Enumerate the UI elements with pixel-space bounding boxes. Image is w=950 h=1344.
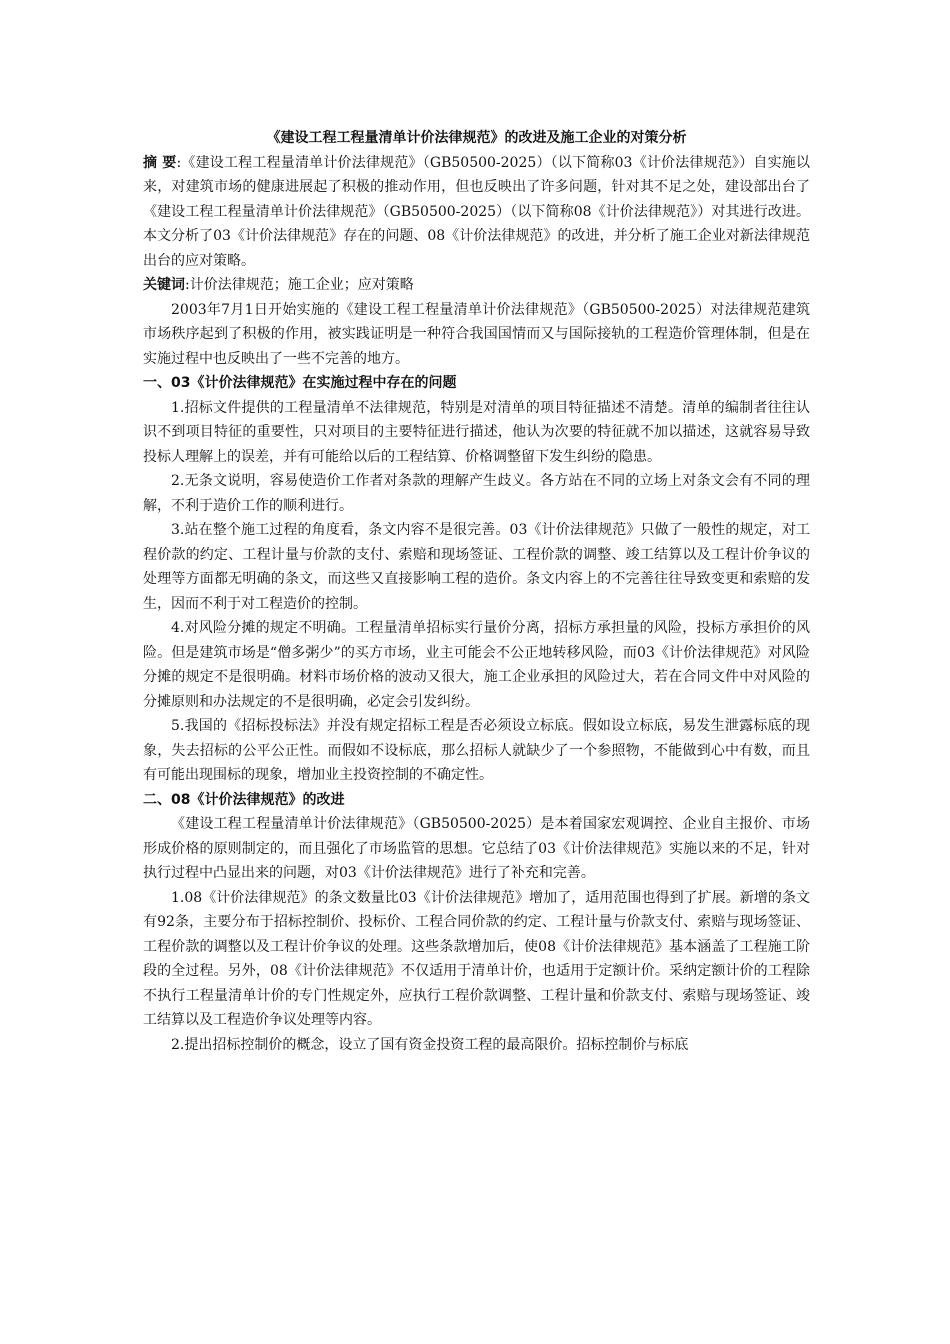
abstract-label: 摘 要 [143,154,177,171]
section1-item: 1.招标文件提供的工程量清单不法律规范，特别是对清单的项目特征描述不清楚。清单的编制者往往认识不到项目特征的重要性，只对项目的主要特征进行描述，他认为次要的特征就不加以描述，这就容易导致投标人理解上的误差，并有可能给以后的工程结算、价格调整留下发生纠纷的隐患。 [143,399,810,465]
keywords-paragraph [143,273,810,298]
section2-item: 1.08《计价法律规范》的条文数量比03《计价法律规范》增加了，适用范围也得到了扩展。新增的条文有92条，主要分布于招标控制价、投标价、工程合同价款的约定、工程计量与价款支付、索赔与现场签证、工程价款的调整以及工程计价争议的处理。这些条款增加后，使08《计价法律规范》基本涵盖了工程施工阶段的全过程。另外，08《计价法律规范》不仅适用于清单计价，也适用于定额计价。采纳定额计价的工程除不执行工程量清单计价的专门性规定外，应执行工程价款调整、工程计量和价款支付、索赔与现场签证、竣工结算以及工程造价争议处理等内容。 [143,889,810,1028]
section1-item: 3.站在整个施工过程的角度看，条文内容不是很完善。03《计价法律规范》只做了一般性的规定，对工程价款的约定、工程计量与价款的支付、索赔和现场签证、工程价款的调整、竣工结算以及工程计价争议的处理等方面都无明确的条文，而这些又直接影响工程的造价。条文内容上的不完善往往导致变更和索赔的发生，因而不利于对工程造价的控制。 [143,522,810,612]
section1-item: 5.我国的《招标投标法》并没有规定招标工程是否必须设立标底。假如设立标底，易发生泄露标底的现象，失去招标的公平公正性。而假如不设标底，那么招标人就缺少了一个参照物，不能做到心中有数，而且有可能出现围标的现象，增加业主投资控制的不确定性。 [143,718,810,783]
document-page [143,126,810,1057]
keywords-text: :计价法律规范；施工企业；应对策略 [185,277,414,293]
keywords-label: 关键词 [143,277,185,293]
section2-intro: 《建设工程工程量清单计价法律规范》（GB50500-2025）是本着国家宏观调控、企业自主报价、市场形成价格的原则制定的，而且强化了市场监管的思想。它总结了03《计价法律规范》实施以来的不足，针对执行过程中凸显出来的问题，对03《计价法律规范》进行了补充和完善。 [143,816,810,881]
document-title: 《建设工程工程量清单计价法律规范》的改进及施工企业的对策分析 [266,130,687,146]
section1-item: 4.对风险分摊的规定不明确。工程量清单招标实行量价分离，招标方承担量的风险，投标方承担价的风险。但是建筑市场是“僧多粥少”的买方市场，业主可能会不公正地转移风险，而03《计价法律规范》对风险分摊的规定不是很明确。材料市场价格的波动又很大，施工企业承担的风险过大，若在合同文件中对风险的分摊原则和办法规定的不是很明确，必定会引发纠纷。 [143,620,810,710]
section2-item: 2.提出招标控制价的概念，设立了国有资金投资工程的最高限价。招标控制价与标底 [171,1036,689,1053]
section-heading-1: 一、03《计价法律规范》在实施过程中存在的问题 [143,375,457,391]
abstract-text: :《建设工程工程量清单计价法律规范》（GB50500-2025）（以下简称03《计价法律规范》）自实施以来，对建筑市场的健康进展起了积极的推动作用，但也反映出了许多问题，针对其不足之处，建设部出台了《建设工程工程量清单计价法律规范》（GB50500-2025）（以下简称08《计价法律规范》）对其进行改进。本文分析了03《计价法律规范》存在的问题、08《计价法律规范》的改进，并分析了施工企业对新法律规范出台的应对策略。 [143,154,810,269]
section-heading-2: 二、08《计价法律规范》的改进 [143,791,345,808]
abstract-paragraph [143,151,810,274]
section1-item: 2.无条文说明，容易使造价工作者对条款的理解产生歧义。各方站在不同的立场上对条文会有不同的理解，不利于造价工作的顺利进行。 [143,473,810,514]
intro-paragraph: 2003年7月1日开始实施的《建设工程工程量清单计价法律规范》（GB50500-2025）对法律规范建筑市场秩序起到了积极的作用，被实践证明是一种符合我国国情而又与国际接轨的工程造价管理体制，但是在实施过程中也反映出了一些不完善的地方。 [143,301,810,367]
